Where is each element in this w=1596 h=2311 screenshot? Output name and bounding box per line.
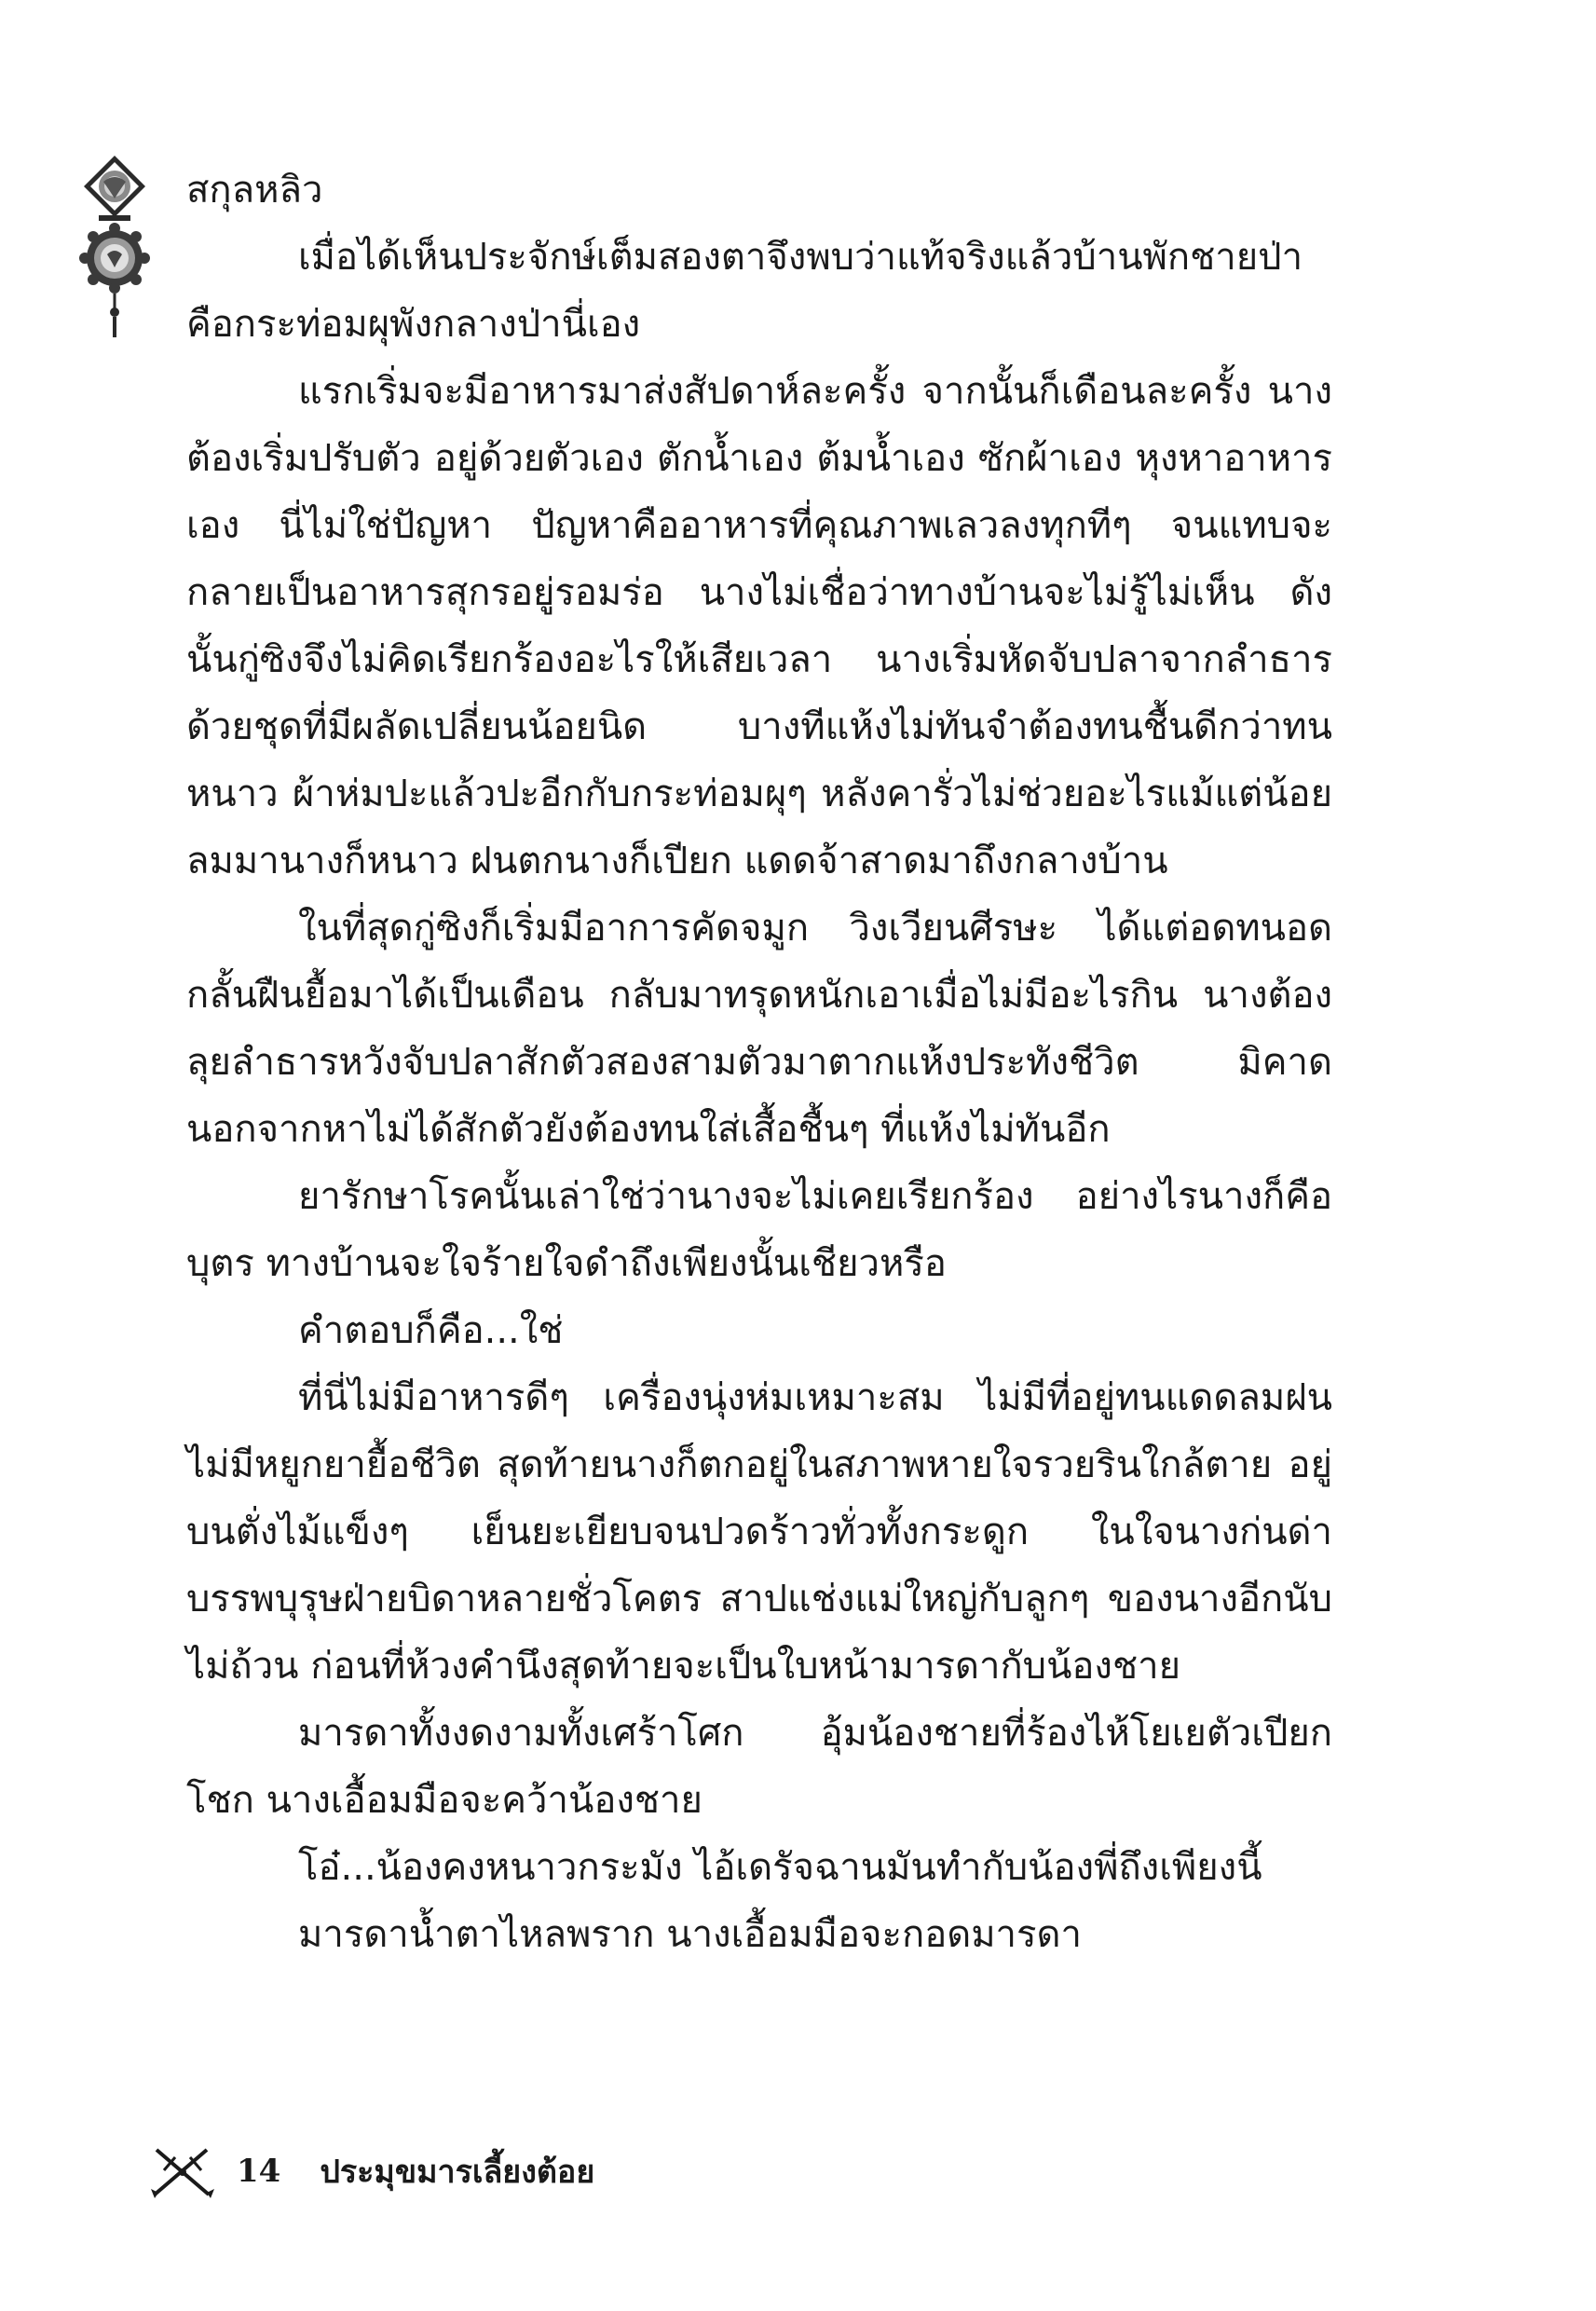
page-footer — [149, 2139, 594, 2204]
paragraph: แรกเริ่มจะมีอาหารมาส่งสัปดาห์ละครั้ง จากนั้นก็เดือนละครั้ง นางต้องเริ่มปรับตัว อยู่ด้วยตัวเอง ตักน้ำเอง ต้มน้ำเอง ซักผ้าเอง หุงหาอาหารเอง นี่ไม่ใช่ปัญหา ปัญหาคืออาหารที่คุณภาพเลวลงทุกทีๆ จนแทบจะกลายเป็นอาหารสุกรอยู่รอมร่อ นางไม่เชื่อว่าทางบ้านจะไม่รู้ไม่เห็น ดังนั้นกู่ซิงจึงไม่คิดเรียกร้องอะไรให้เสียเวลา นางเริ่มหัดจับปลาจากลำธารด้วยชุดที่มีผลัดเปลี่ยนน้อยนิด บางทีแห้งไม่ทันจำต้องทนชื้นดีกว่าทนหนาว ผ้าห่มปะแล้วปะอีกกับกระท่อมผุๆ หลังคารั่วไม่ช่วยอะไรแม้แต่น้อย ลมมานางก็หนาว ฝนตกนางก็เปียก แดดจ้าสาดมาถึงกลางบ้าน — [186, 370, 1332, 882]
paragraph: ในที่สุดกู่ซิงก็เริ่มมีอาการคัดจมูก วิงเวียนศีรษะ ได้แต่อดทนอดกลั้นฝืนยื้อมาได้เป็นเดือน กลับมาทรุดหนักเอาเมื่อไม่มีอะไรกิน นางต้องลุยลำธารหวังจับปลาสักตัวสองสามตัวมาตากแห้งประทังชีวิต มิคาดนอกจากหาไม่ได้สักตัวยังต้องทนใส่เสื้อชื้นๆ ที่แห้งไม่ทันอีก — [186, 907, 1332, 1151]
paragraph: ยารักษาโรคนั้นเล่าใช่ว่านางจะไม่เคยเรียกร้อง อย่างไรนางก็คือบุตร ทางบ้านจะใจร้ายใจดำถึงเพียงนั้นเชียวหรือ — [186, 1175, 1332, 1285]
paragraph: สกุลหลิว — [186, 169, 323, 212]
paragraph: มารดาน้ำตาไหลพราก นางเอื้อมมือจะกอดมารดา — [298, 1913, 1082, 1956]
publisher-emblem-icon — [73, 154, 157, 340]
paragraph: มารดาทั้งงดงามทั้งเศร้าโศก อุ้มน้องชายที่ร้องไห้โยเยตัวเปียกโชก นางเอื้อมมือจะคว้าน้องชาย — [186, 1712, 1332, 1822]
paragraph: เมื่อได้เห็นประจักษ์เต็มสองตาจึงพบว่าแท้จริงแล้วบ้านพักชายป่าคือกระท่อมผุพังกลางป่านี่เอง — [186, 236, 1303, 346]
paragraph: คำตอบก็คือ...ใช่ — [298, 1309, 564, 1352]
crossed-swords-icon — [149, 2142, 216, 2200]
body-text — [186, 157, 1332, 1968]
paragraph: ที่นี่ไม่มีอาหารดีๆ เครื่องนุ่งห่มเหมาะสม ไม่มีที่อยู่ทนแดดลมฝน ไม่มีหยูกยายื้อชีวิต สุดท้ายนางก็ตกอยู่ในสภาพหายใจรวยรินใกล้ตาย อยู่บนตั่งไม้แข็งๆ เย็นยะเยียบจนปวดร้าวทั่วทั้งกระดูก ในใจนางก่นด่าบรรพบุรุษฝ่ายบิดาหลายชั่วโคตร สาปแช่งแม่ใหญ่กับลูกๆ ของนางอีกนับไม่ถ้วน ก่อนที่ห้วงคำนึงสุดท้ายจะเป็นใบหน้ามารดากับน้องชาย — [186, 1376, 1332, 1688]
book-title: ประมุขมารเลี้ยงต้อย — [320, 2154, 595, 2191]
page-number: 14 — [237, 2153, 281, 2190]
paragraph: โอ๋...น้องคงหนาวกระมัง ไอ้เดรัจฉานมันทำกับน้องพี่ถึงเพียงนี้ — [298, 1846, 1262, 1889]
